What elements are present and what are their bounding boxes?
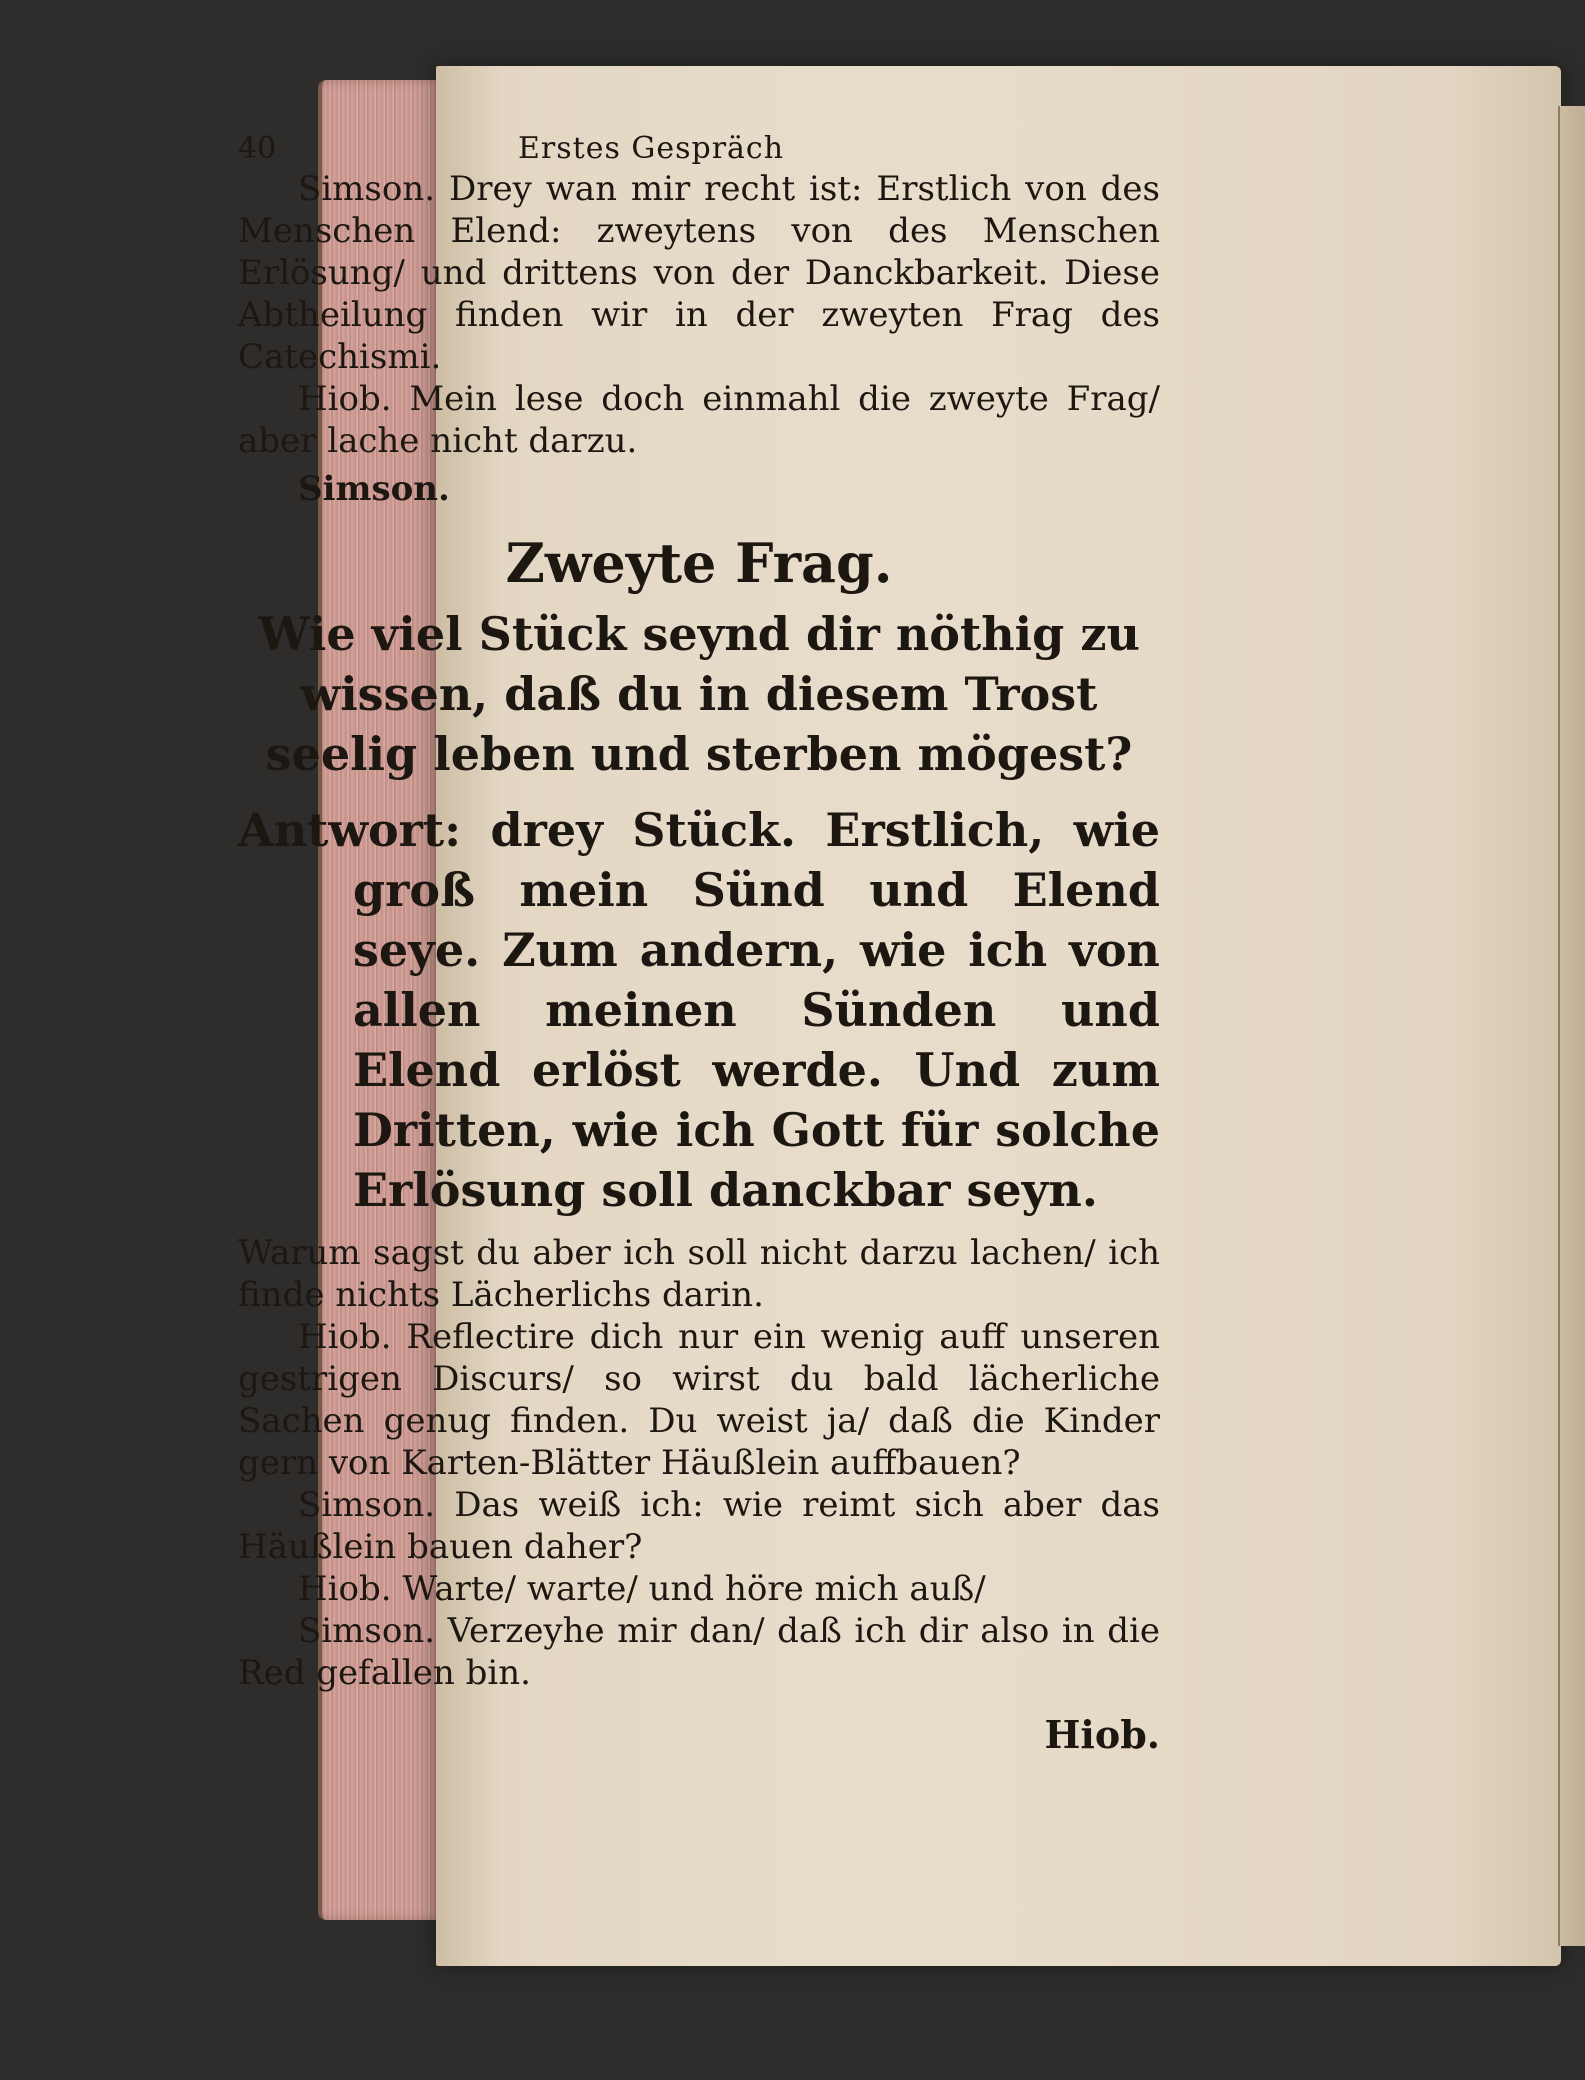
paragraph-4: Warum sagst du aber ich soll nicht darzu lachen/ ich finde nichts Lächerlichs darin. bbox=[238, 1233, 1160, 1315]
running-head: Erstes Gespräch bbox=[518, 131, 785, 166]
paragraph-8: Simson. Verzeyhe mir dan/ daß ich dir also in die Red gefallen bin. bbox=[238, 1611, 1160, 1693]
paragraph-2: Hiob. Mein lese doch einmahl die zweyte Frag/ aber lache nicht darzu. bbox=[238, 379, 1160, 461]
question-title: Zweyte Frag. bbox=[505, 531, 893, 595]
page-header bbox=[238, 128, 1160, 168]
speaker-line: Simson. bbox=[298, 469, 450, 509]
facing-page-edge bbox=[1558, 106, 1585, 1946]
question-text: Wie viel Stück seynd dir nöthig zu wissen, daß du in diesem Trost seelig leben und sterben mögest? bbox=[258, 607, 1140, 781]
paragraph-7: Hiob. Warte/ warte/ und höre mich auß/ bbox=[298, 1569, 986, 1609]
page-number: 40 bbox=[238, 131, 277, 166]
answer-text: Antwort: drey Stück. Erstlich, wie groß mein Sünd und Elend seye. Zum andern, wie ich von allen meinen Sünden und Elend erlöst werde. Und zum Dritten, wie ich Gott für solche Erlösung soll danckbar seyn. bbox=[238, 803, 1160, 1217]
page-text bbox=[238, 128, 1160, 1756]
paragraph-6: Simson. Das weiß ich: wie reimt sich aber das Häußlein bauen daher? bbox=[238, 1485, 1160, 1567]
catchword: Hiob. bbox=[1044, 1712, 1160, 1757]
paragraph-1: Simson. Drey wan mir recht ist: Erstlich von des Menschen Elend: zweytens von des Menschen Erlösung/ und drittens von der Danckbarkeit. Diese Abtheilung finden wir in der zweyten Frag des Catechismi. bbox=[238, 169, 1160, 377]
paragraph-5: Hiob. Reflectire dich nur ein wenig auff unseren gestrigen Discurs/ so wirst du bald lächerliche Sachen genug finden. Du weist ja/ daß die Kinder gern von Karten-Blätter Häußlein auffbauen? bbox=[238, 1317, 1160, 1483]
